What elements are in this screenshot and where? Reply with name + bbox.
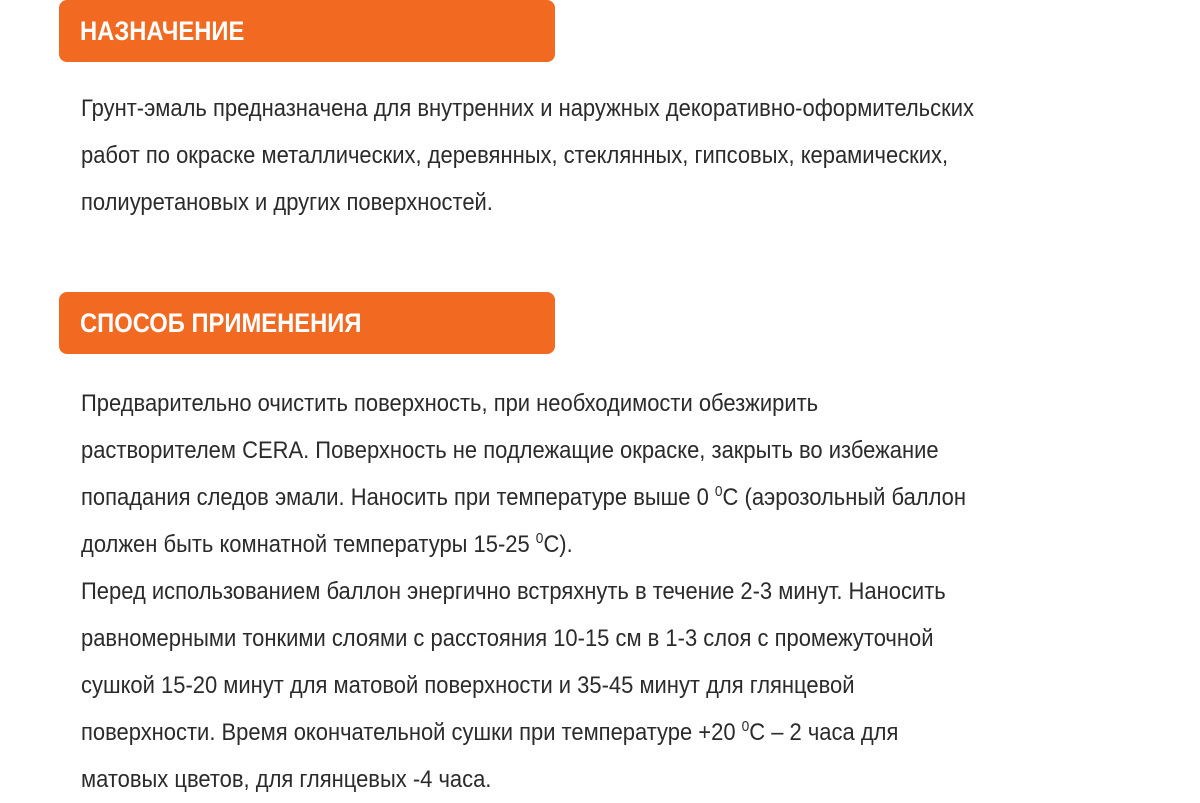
- usage-text: [81, 380, 1069, 803]
- usage-line: [81, 521, 1069, 568]
- usage-line: Перед использованием баллон энергично встряхнуть в течение 2-3 минут. Наносить: [81, 578, 946, 605]
- purpose-line: Грунт-эмаль предназначена для внутренних и наружных декоративно-оформительских: [81, 95, 974, 122]
- usage-line-text: поверхности. Время окончательной сушки при температуре +20: [81, 719, 742, 746]
- usage-line: Предварительно очистить поверхность, при необходимости обезжирить: [81, 390, 819, 417]
- usage-title: СПОСОБ ПРИМЕНЕНИЯ: [80, 307, 362, 338]
- usage-line-text: С – 2 часа для: [749, 719, 899, 746]
- usage-header: [59, 292, 555, 354]
- usage-line: матовых цветов, для глянцевых -4 часа.: [81, 766, 492, 793]
- purpose-title: НАЗНАЧЕНИЕ: [80, 15, 245, 46]
- usage-line-text: должен быть комнатной температуры 15-25: [81, 531, 536, 558]
- usage-line-text: попадания следов эмали. Наносить при температуре выше 0: [81, 484, 715, 511]
- usage-line: сушкой 15-20 минут для матовой поверхности и 35-45 минут для глянцевой: [81, 672, 855, 699]
- usage-line-text: С).: [543, 531, 573, 558]
- purpose-text: [81, 85, 1069, 226]
- degree-superscript: 0: [714, 483, 723, 500]
- purpose-header: [59, 0, 555, 62]
- usage-line: [81, 474, 1069, 521]
- degree-superscript: 0: [741, 718, 750, 735]
- usage-line-text: С (аэрозольный баллон: [722, 484, 967, 511]
- usage-line: [81, 709, 1069, 756]
- usage-line: равномерными тонкими слоями с расстояния 10-15 см в 1-3 слоя с промежуточной: [81, 625, 934, 652]
- purpose-line: работ по окраске металлических, деревянных, стеклянных, гипсовых, керамических,: [81, 142, 949, 169]
- usage-line: растворителем CERA. Поверхность не подлежащие окраске, закрыть во избежание: [81, 437, 939, 464]
- degree-superscript: 0: [535, 530, 544, 547]
- purpose-line: полиуретановых и других поверхностей.: [81, 189, 493, 216]
